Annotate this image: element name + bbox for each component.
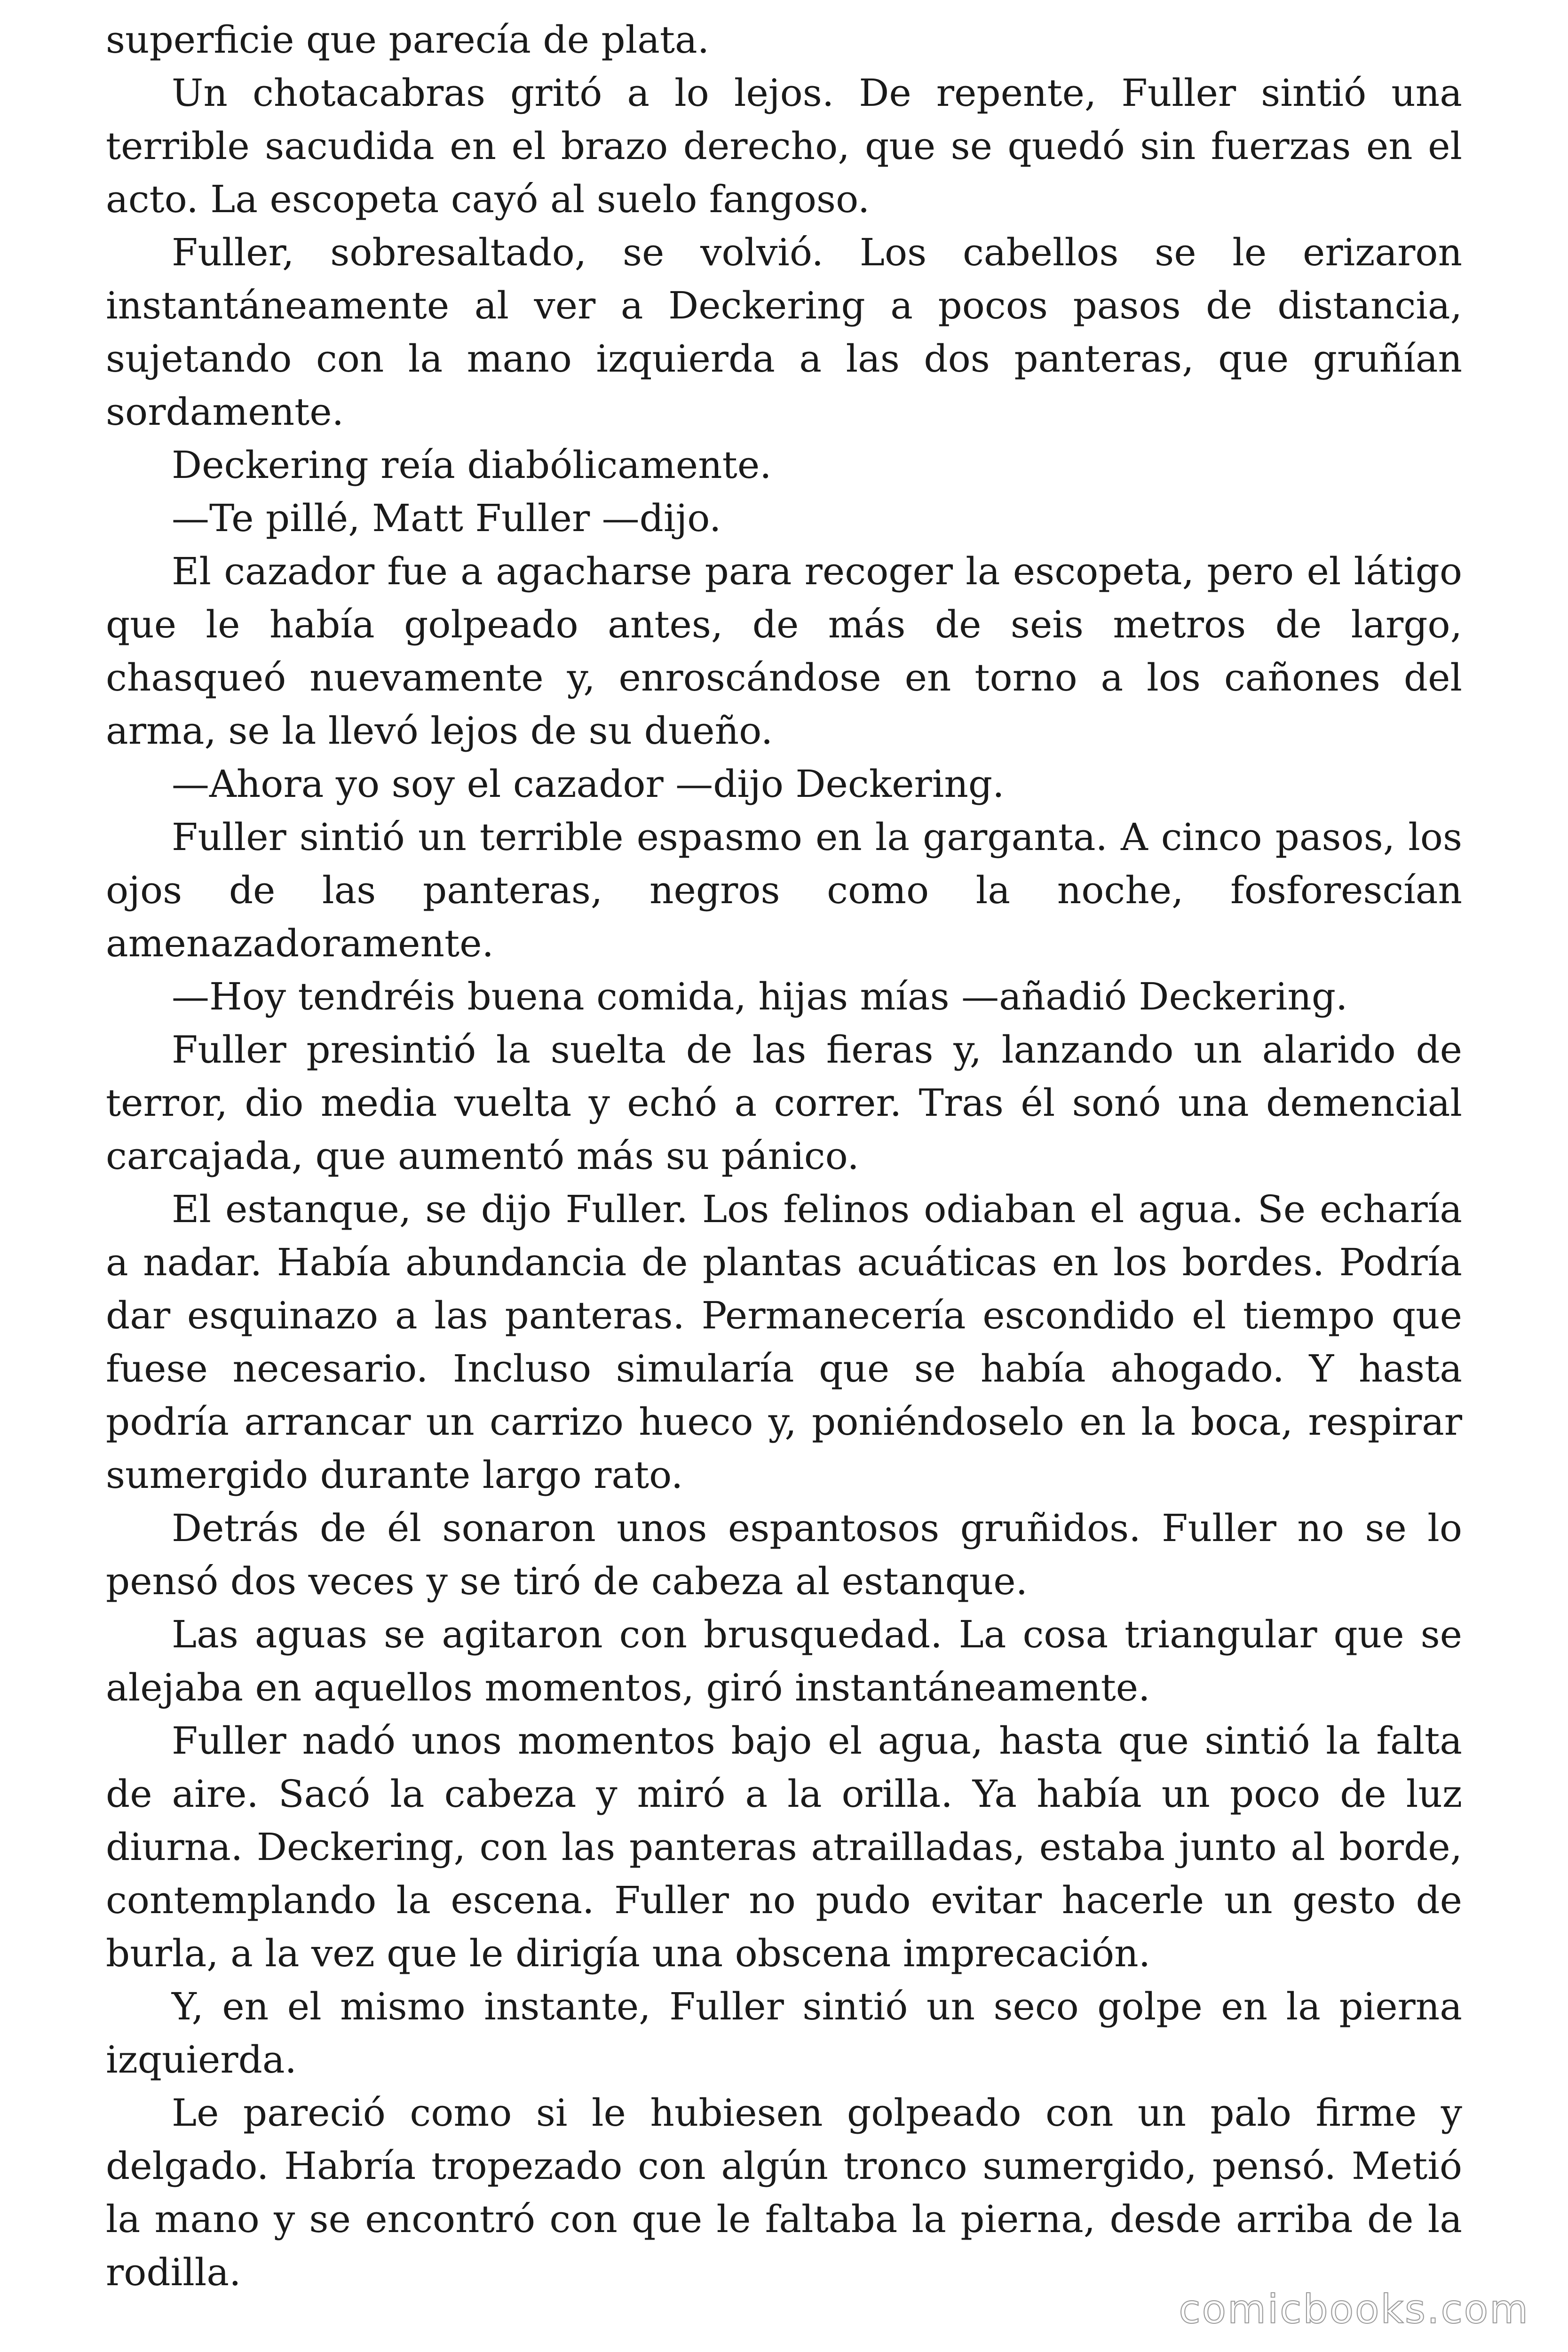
paragraph: Y, en el mismo instante, Fuller sintió un seco golpe en la pierna izquierda. (106, 1985, 1462, 2082)
paragraph: Le pareció como si le hubiesen golpeado con un palo firme y delgado. Habría tropezado con algún tronco sumergido, pensó. Metió la mano y se encontró con que le faltaba la pierna, desde arriba de la rodilla. (106, 2091, 1462, 2294)
paragraph: El estanque, se dijo Fuller. Los felinos odiaban el agua. Se echaría a nadar. Había abundancia de plantas acuáticas en los bordes. Podría dar esquinazo a las panteras. Permanecería escondido el tiempo que fuese necesario. Incluso simularía que se había ahogado. Y hasta podría arrancar un carrizo hueco y, poniéndoselo en la boca, respirar sumergido durante largo rato. (106, 1187, 1462, 1497)
paragraph: Fuller sintió un terrible espasmo en la garganta. A cinco pasos, los ojos de las panteras, negros como la noche, fosforescían amenazadoramente. (106, 815, 1462, 965)
paragraph: El cazador fue a agacharse para recoger la escopeta, pero el látigo que le había golpeado antes, de más de seis metros de largo, chasqueó nuevamente y, enroscándose en torno a los cañones del arma, se la llevó lejos de su dueño. (106, 549, 1462, 753)
paragraph: Fuller, sobresaltado, se volvió. Los cabellos se le erizaron instantáneamente al ver a Deckering a pocos pasos de distancia, sujetando con la mano izquierda a las dos panteras, que gruñían sordamente. (106, 230, 1462, 434)
page-body (106, 13, 1462, 2299)
dialogue-paragraph: —Hoy tendréis buena comida, hijas mías —añadió Deckering. (172, 975, 1348, 1018)
paragraph: Detrás de él sonaron unos espantosos gruñidos. Fuller no se lo pensó dos veces y se tiró de cabeza al estanque. (106, 1506, 1462, 1603)
dialogue-paragraph: —Ahora yo soy el cazador —dijo Deckering. (172, 762, 1005, 806)
paragraph: Fuller presintió la suelta de las fieras y, lanzando un alarido de terror, dio media vuelta y echó a correr. Tras él sonó una demencial carcajada, que aumentó más su pánico. (106, 1028, 1462, 1178)
paragraph: Las aguas se agitaron con brusquedad. La cosa triangular que se alejaba en aquellos momentos, giró instantáneamente. (106, 1613, 1462, 1709)
paragraph-continuation: superficie que parecía de plata. (106, 18, 710, 62)
paragraph: Un chotacabras gritó a lo lejos. De repente, Fuller sintió una terrible sacudida en el brazo derecho, que se quedó sin fuerzas en el acto. La escopeta cayó al suelo fangoso. (106, 71, 1462, 221)
paragraph: Fuller nadó unos momentos bajo el agua, hasta que sintió la falta de aire. Sacó la cabeza y miró a la orilla. Ya había un poco de luz diurna. Deckering, con las panteras atrailladas, estaba junto al borde, contemplando la escena. Fuller no pudo evitar hacerle un gesto de burla, a la vez que le dirigía una obscena imprecación. (106, 1719, 1462, 1975)
dialogue-paragraph: —Te pillé, Matt Fuller —dijo. (172, 496, 721, 540)
paragraph: Deckering reía diabólicamente. (172, 443, 772, 487)
watermark-text: comicbooks.com (1179, 2286, 1529, 2332)
